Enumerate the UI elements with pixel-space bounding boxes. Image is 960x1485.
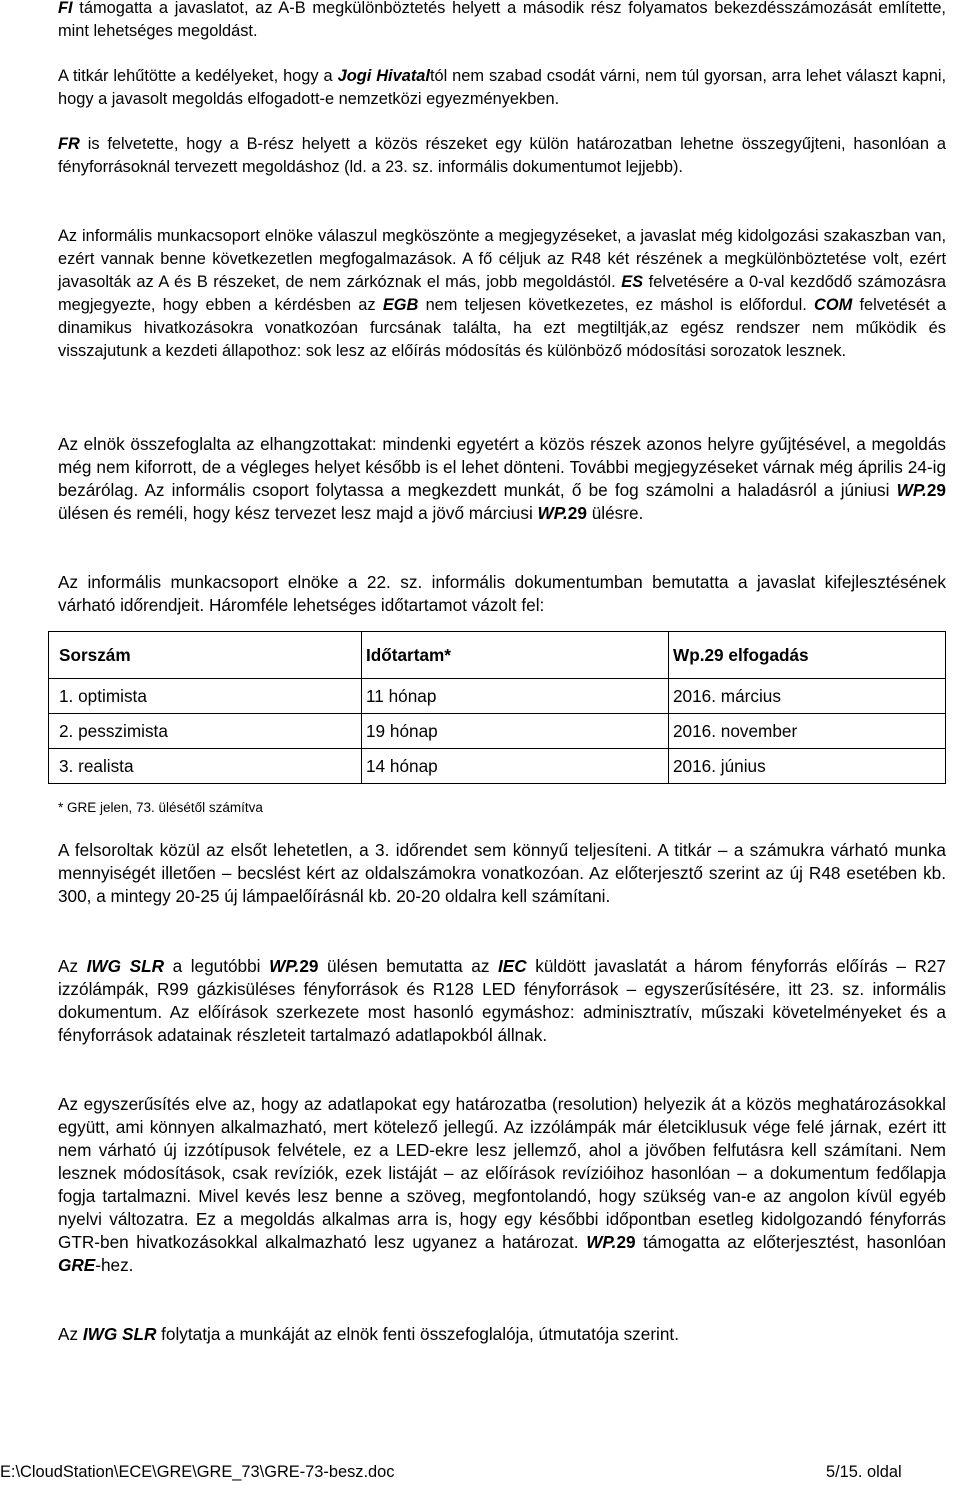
paragraph-timeline-intro: Az informális munkacsoport elnöke a 22. sz. informális dokumentumban bemutatta a javaslat kifejlesztésének várható időrendjeit. Háromféle lehetséges időtartamot vázolt fel:: [58, 572, 946, 615]
table-row: [49, 714, 946, 749]
table-cell: 3. realista: [49, 749, 362, 784]
paragraph-feasibility: A felsoroltak közül az elsőt lehetetlen, a 3. időrendet sem könnyű teljesíteni. A titkár – a számukra várható munka mennyiségét illetően – becslést kért az oldalszámokra vonatkozóan. Az előterjesztő szerint az új R48 esetében kb. 300, a mintegy 20-25 új lámpaelőírásnál kb. 20-20 oldalra kell számítani.: [58, 840, 946, 906]
table-footnote: * GRE jelen, 73. ülésétől számítva: [58, 800, 263, 815]
paragraph-fi: FI támogatta a javaslatot, az A-B megkülönböztetés helyett a második rész folyamatos bekezdésszámozását említette, mint lehetséges megoldást.: [58, 0, 946, 40]
footer-file-path: E:\CloudStation\ECE\GRE\GRE_73\GRE-73-besz.doc: [0, 1463, 395, 1481]
table-cell: 2016. március: [669, 679, 946, 714]
table-cell: 2016. június: [669, 749, 946, 784]
paragraph-secretary: A titkár lehűtötte a kedélyeket, hogy a Jogi Hivataltól nem szabad csodát várni, nem túl gyorsan, arra lehet választ kapni, hogy a javasolt megoldás elfogadott-e nemzetközi egyezményekben.: [58, 67, 947, 108]
table-header-cell: Sorszám: [49, 632, 362, 679]
paragraph-chair-reply: Az informális munkacsoport elnöke válaszul megköszönte a megjegyzéseket, a javaslat még kidolgozási szakaszban van, ezért vannak benne következetlen megfogalmazások. A fő céljuk az R48 két részének a megkülönböztetése volt, ezért javasolták az A és B részeket, de nem zárkóznak el más, jobb megoldástól. ES felvetésére a 0-val kezdődő számozásra megjegyezte, hogy ebben a kérdésben az EGB nem teljesen következetes, ez máshol is előfordul. COM felvetését a dinamikus hivatkozásokra vonatkozóan furcsának találta, ha ezt megtiltják,az egész rendszer nem működik és visszajutunk a kezdeti állapothoz: sok lesz az előírás módosítás és különböző módosítási sorozatok lesznek.: [58, 227, 947, 360]
table-cell: 19 hónap: [362, 714, 669, 749]
table-row: [49, 749, 946, 784]
paragraph-iwg-continues: Az IWG SLR folytatja a munkáját az elnök fenti összefoglalója, útmutatója szerint.: [58, 1324, 679, 1344]
table-cell: 14 hónap: [362, 749, 669, 784]
paragraph-simplification: Az egyszerűsítés elve az, hogy az adatlapokat egy határozatba (resolution) helyezik át a közös meghatározásokkal együtt, ami könnyen alkalmazható, mert kötelező jellegű. Az izzólámpák már életciklusuk vége felé járnak, ezért itt nem várható új izzótípusok felvétele, ez a LED-ekre lesz jellemző, ahol a jövőben felfutásra kell számítani. Nem lesznek módosítások, csak revíziók, ezek listáját – az előírások revízióihoz hasonlóan – a dokumentum fedőlapja fogja tartalmazni. Mivel kevés lesz benne a szöveg, megfontolandó, hogy szükség van-e az angolon kívül egyéb nyelvi változatra. Ez a megoldás alkalmas arra is, hogy egy későbbi időpontban esetleg kidolgozandó fényforrás GTR-ben hivatkozásokkal alkalmazható lesz ugyanez a határozat. WP.29 támogatta az előterjesztést, hasonlóan GRE-hez.: [58, 1094, 947, 1275]
paragraph-chair-summary: Az elnök összefoglalta az elhangzottakat: mindenki egyetért a közös részek azonos helyre gyűjtésével, a megoldás még nem kiforrott, de a végleges helyet később is el lehet dönteni. További megjegyzéseket várnak még április 24-ig bezárólag. Az informális csoport folytassa a megkezdett munkát, ő be fog számolni a haladásról a júniusi WP.29 ülésen és reméli, hogy kész tervezet lesz majd a jövő márciusi WP.29 ülésre.: [58, 434, 946, 523]
table-cell: 2. pesszimista: [49, 714, 362, 749]
table-header-row: [49, 632, 946, 679]
timeline-table: [48, 631, 946, 784]
table-cell: 11 hónap: [362, 679, 669, 714]
table-header-cell: Időtartam*: [362, 632, 669, 679]
table-row: [49, 679, 946, 714]
table-cell: 2016. november: [669, 714, 946, 749]
table-cell: 1. optimista: [49, 679, 362, 714]
footer-page-number: 5/15. oldal: [826, 1463, 902, 1481]
paragraph-iwg-slr-proposal: Az IWG SLR a legutóbbi WP.29 ülésen bemutatta az IEC küldött javaslatát a három fényforrás előírás – R27 izzólámpák, R99 gázkisüléses fényforrások és R128 LED fényforrások – egyszerűsítésére, itt 23. sz. informális dokumentum. Az előírások szerkezete most hasonló egymáshoz: adminisztratív, műszaki követelményeket és a fényforrások adatainak részleteit tartalmazó adatlapokból állnak.: [58, 956, 946, 1045]
table-header-cell: Wp.29 elfogadás: [669, 632, 946, 679]
paragraph-fr: FR is felvetette, hogy a B-rész helyett a közös részeket egy külön határozatban lehetne összegyűjteni, hasonlóan a fényforrásoknál tervezett megoldáshoz (ld. a 23. sz. informális dokumentumot lejjebb).: [58, 135, 946, 176]
